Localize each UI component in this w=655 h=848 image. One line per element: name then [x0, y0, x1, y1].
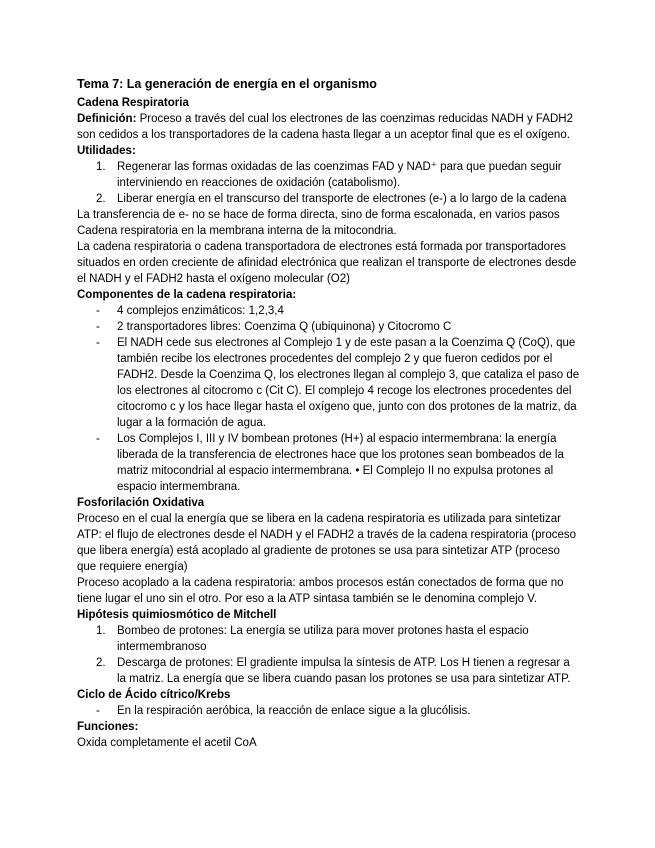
heading-utilidades: Utilidades: — [77, 145, 136, 157]
paragraph-funciones: Oxida completamente el acetil CoA — [77, 737, 257, 749]
definicion-text: Proceso a través del cual los electrones de las coenzimas reducidas NADH y FADH2 son cedidos a los transportadores de la cadena hasta llegar a un aceptor final que es el oxígeno. — [77, 113, 573, 141]
ordered-list-utilidades — [77, 159, 580, 207]
paragraph-definicion — [77, 111, 580, 143]
list-number: 2. — [96, 193, 106, 205]
list-item — [77, 159, 580, 191]
list-item-text: 4 complejos enzimáticos: 1,2,3,4 — [117, 305, 284, 317]
list-item-text: El NADH cede sus electrones al Complejo 1 y de este pasan a la Coenzima Q (CoQ), que también recibe los electrones procedentes del complejo 2 y que fueron cedidos por el FADH2. Desde la Coenzima Q, los electrones llegan al complejo 3, que cataliza el paso de los electrones al citocromo c (Cit C). El complejo 4 recoge los electrones procedentes del citocromo c y los hace llegar hasta el oxígeno que, junto con dos protones de la matriz, da lugar a la formación de agua. — [117, 337, 580, 429]
bullet-list-krebs — [77, 703, 580, 719]
heading-componentes: Componentes de la cadena respiratoria: — [77, 289, 297, 301]
heading-funciones: Funciones: — [77, 721, 139, 733]
paragraph-cadena-descripcion: La cadena respiratoria o cadena transportadora de electrones está formada por transportadores situados en orden creciente de afinidad electrónica que realizan el transporte de electrones desde el NADH y el FADH2 hasta el oxígeno molecular (O2) — [77, 241, 577, 285]
list-item-text: Descarga de protones: El gradiente impulsa la síntesis de ATP. Los H tienen a regresar a la matriz. La energía que se libera cuando pasan los protones se usa para sintetizar ATP. — [117, 657, 571, 685]
list-bullet: - — [96, 321, 100, 333]
list-number: 1. — [96, 161, 106, 173]
list-number: 2. — [96, 657, 106, 669]
list-item — [77, 335, 580, 431]
list-item — [77, 191, 580, 207]
list-item-text: Regenerar las formas oxidadas de las coenzimas FAD y NAD⁺ para que puedan seguir interviniendo en reacciones de oxidación (catabolismo). — [117, 161, 562, 189]
paragraph-transferencia: La transferencia de e- no se hace de forma directa, sino de forma escalonada, en varios pasos — [77, 209, 560, 221]
paragraph-fosforilacion-2: Proceso acoplado a la cadena respiratoria: ambos procesos están conectados de forma que no tiene lugar el uno sin el otro. Por eso a la ATP sintasa también se le denomina complejo V. — [77, 577, 564, 605]
list-item — [77, 431, 580, 495]
list-item — [77, 703, 580, 719]
list-item — [77, 319, 580, 335]
heading-ciclo-krebs: Ciclo de Ácido cítrico/Krebs — [77, 689, 231, 701]
ordered-list-hipotesis — [77, 623, 580, 687]
paragraph-fosforilacion-1: Proceso en el cual la energía que se libera en la cadena respiratoria es utilizada para sintetizar ATP: el flujo de electrones desde el NADH y el FADH2 a través de la cadena respiratoria (proceso que libera energía) está acoplado al gradiente de protones se usa para sintetizar ATP (proceso que requiere energía) — [77, 513, 577, 573]
definicion-label: Definición: — [77, 113, 137, 125]
document-body — [77, 76, 580, 751]
list-item-text: 2 transportadores libres: Coenzima Q (ubiquinona) y Citocromo C — [117, 321, 452, 333]
document-title: Tema 7: La generación de energía en el organismo — [77, 77, 377, 91]
heading-fosforilacion: Fosforilación Oxidativa — [77, 497, 205, 509]
list-bullet: - — [96, 305, 100, 317]
list-item — [77, 623, 580, 655]
bullet-list-componentes — [77, 303, 580, 495]
heading-cadena-respiratoria: Cadena Respiratoria — [77, 97, 189, 109]
list-item — [77, 655, 580, 687]
list-item-text: Bombeo de protones: La energía se utiliza para mover protones hasta el espacio intermembranoso — [117, 625, 529, 653]
list-item-text: Liberar energía en el transcurso del transporte de electrones (e-) a lo largo de la cadena — [117, 193, 567, 205]
list-bullet: - — [96, 337, 100, 349]
list-item-text: En la respiración aeróbica, la reacción de enlace sigue a la glucólisis. — [117, 705, 471, 717]
list-number: 1. — [96, 625, 106, 637]
list-bullet: - — [96, 433, 100, 445]
list-item — [77, 303, 580, 319]
heading-hipotesis-mitchell: Hipótesis quimiosmótico de Mitchell — [77, 609, 277, 621]
list-bullet: - — [96, 705, 100, 717]
paragraph-membrana: Cadena respiratoria en la membrana interna de la mitocondria. — [77, 225, 397, 237]
list-item-text: Los Complejos I, III y IV bombean protones (H+) al espacio intermembrana: la energía liberada de la transferencia de electrones hace que los protones sean bombeados de la matriz mitocondrial al espacio intermembrana. • El Complejo II no expulsa protones al espacio intermembrana. — [117, 433, 564, 493]
